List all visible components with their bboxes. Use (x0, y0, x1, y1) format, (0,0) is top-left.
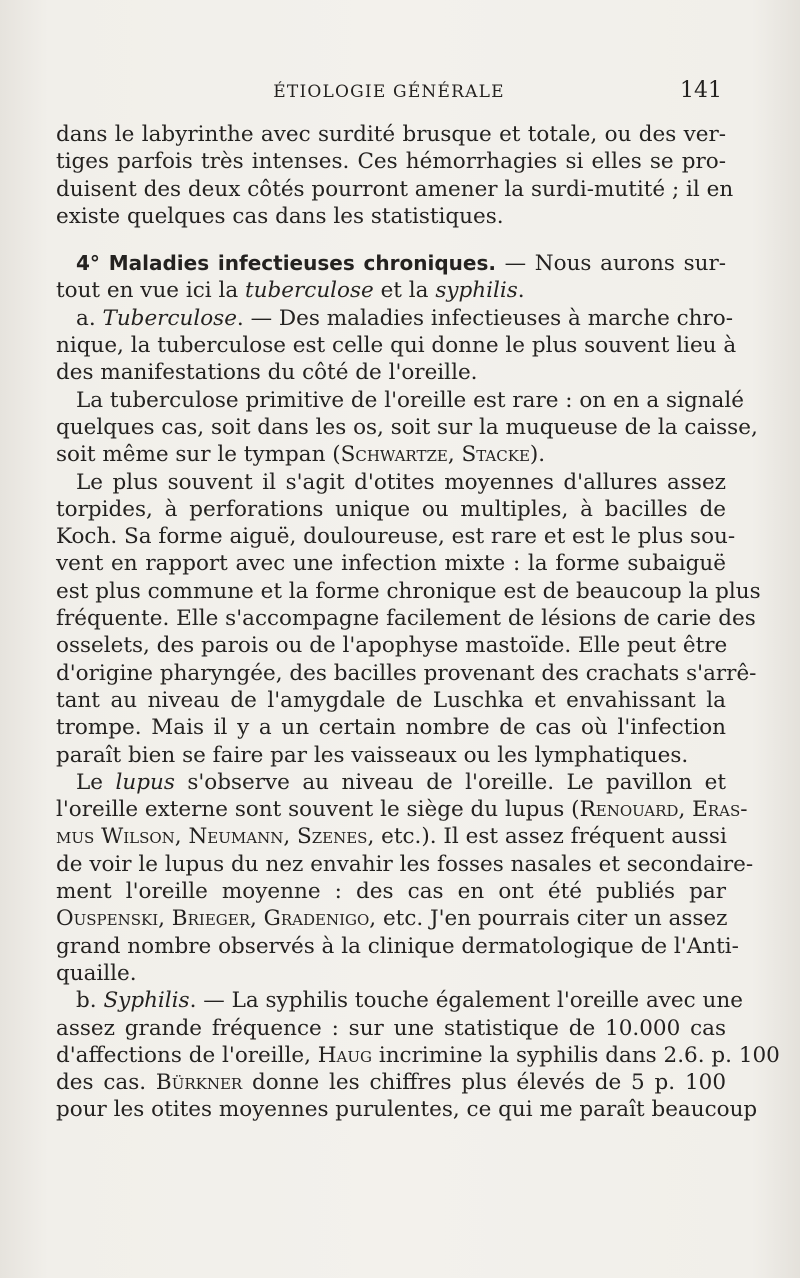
text-line (56, 359, 726, 386)
text-segment: existe quelques cas dans les statistiques. (56, 203, 504, 229)
text-segment: osselets, des parois ou de l'apophyse mastoïde. Elle peut être (56, 633, 728, 659)
text-line (56, 148, 726, 175)
subsection-heading-line (56, 305, 733, 332)
text-segment: . — Des maladies infectieuses à marche chro- (236, 305, 733, 331)
text-segment: La tuberculose primitive de l'oreille est rare : on en a signalé (76, 387, 744, 413)
text-line (56, 578, 761, 605)
text-line (56, 933, 739, 960)
text-segment: Renouard (579, 797, 679, 823)
text-line (56, 277, 726, 304)
text-segment: duisent des deux côtés pourront amener la surdi-mutité ; il en (56, 176, 734, 202)
text-segment: . (517, 278, 525, 304)
text-segment: ment l'oreille moyenne : des cas en ont été publiés par (56, 879, 726, 905)
text-segment: pour les otites moyennes purulentes, ce qui me paraît beaucoup (56, 1097, 758, 1123)
text-line (56, 469, 726, 496)
text-line (56, 960, 726, 987)
text-segment: des cas. (56, 1070, 156, 1096)
text-segment: Bürkner (155, 1070, 243, 1096)
text-segment: , etc.). Il est assez fréquent aussi (367, 824, 727, 850)
text-segment: tout en vue ici la (56, 278, 246, 304)
text-segment: Schwartze (340, 442, 448, 468)
text-segment: , (250, 906, 264, 932)
text-segment: , (158, 906, 172, 932)
text-line (56, 1015, 726, 1042)
text-segment: , (678, 797, 693, 823)
page-number: 141 (680, 78, 722, 103)
text-line (56, 796, 748, 823)
text-line (56, 714, 726, 741)
text-segment: b. (76, 988, 104, 1014)
text-segment: Ouspenski (56, 906, 159, 932)
text-line (56, 332, 737, 359)
text-segment: soit même sur le tympan ( (56, 442, 341, 468)
text-segment: Le plus souvent il s'agit d'otites moyennes d'allures assez (76, 469, 726, 495)
text-line (56, 769, 726, 796)
text-segment: des manifestations du côté de l'oreille. (56, 360, 478, 386)
body-text (56, 121, 780, 1124)
text-line (56, 550, 726, 577)
text-segment: vent en rapport avec une infection mixte : la forme subaiguë (56, 551, 726, 577)
paragraph-gap (56, 230, 726, 250)
text-line (56, 441, 726, 468)
text-segment: 4° Maladies infectieuses chroniques. (76, 251, 496, 276)
text-segment: nique, la tuberculose est celle qui donne le plus souvent lieu à (56, 333, 737, 359)
text-line (56, 851, 754, 878)
text-segment: assez grande fréquence : sur une statistique de 10.000 cas (56, 1015, 726, 1041)
text-segment: d'origine pharyngée, des bacilles provenant des crachats s'arrê- (56, 660, 757, 686)
text-segment: paraît bien se faire par les vaisseaux ou les lymphatiques. (56, 742, 689, 768)
text-segment: ). (529, 442, 546, 468)
text-segment: Brieger (171, 906, 250, 932)
text-segment: et la (373, 278, 436, 304)
text-segment: Haug (317, 1042, 372, 1068)
text-segment: Le (76, 769, 116, 795)
text-line (56, 687, 726, 714)
text-segment: donne les chiffres plus élevés de 5 p. 100 (242, 1070, 727, 1096)
subsection-heading-line (56, 987, 743, 1014)
text-line (56, 496, 726, 523)
text-line (56, 823, 726, 850)
text-segment: Syphilis (103, 988, 190, 1014)
text-segment: est plus commune et la forme chronique est de beaucoup la plus (56, 578, 761, 604)
text-segment: tant au niveau de l'amygdale de Luschka et envahissant la (56, 687, 726, 713)
text-segment: torpides, à perforations unique ou multiples, à bacilles de (56, 496, 726, 522)
text-segment: s'observe au niveau de l'oreille. Le pavillon et (174, 769, 726, 795)
text-segment: , (174, 824, 189, 850)
text-segment: a. (76, 305, 103, 331)
text-segment: d'affections de l'oreille, (56, 1042, 318, 1068)
text-line (56, 1096, 758, 1123)
text-segment: , etc. J'en pourrais citer un assez (369, 906, 728, 932)
text-segment: tiges parfois très intenses. Ces hémorrhagies si elles se pro- (56, 149, 726, 175)
page-header (56, 78, 722, 108)
text-segment: l'oreille externe sont souvent le siège du lupus ( (56, 797, 580, 823)
text-segment: trompe. Mais il y a un certain nombre de cas où l'infection (56, 715, 726, 741)
text-line (56, 742, 726, 769)
text-segment: , (447, 442, 462, 468)
text-segment: quelques cas, soit dans les os, soit sur la muqueuse de la caisse, (56, 414, 758, 440)
running-title: ÉTIOLOGIE GÉNÉRALE (273, 82, 505, 102)
text-segment: Gradenigo (263, 906, 370, 932)
text-segment: Tuberculose (102, 305, 237, 331)
text-segment: Stacke (461, 442, 530, 468)
text-line (56, 176, 734, 203)
text-line (56, 632, 726, 659)
text-line (56, 1069, 726, 1096)
text-segment: Szenes (297, 824, 368, 850)
text-segment: . — La syphilis touche également l'oreille avec une (189, 988, 743, 1014)
text-segment: dans le labyrinthe avec surdité brusque et totale, ou des ver- (56, 122, 726, 147)
text-segment: quaille. (56, 960, 137, 986)
text-segment: , (283, 824, 297, 850)
text-segment: — Nous aurons sur- (495, 251, 726, 277)
text-segment: grand nombre observés à la clinique dermatologique de l'Anti- (56, 933, 739, 959)
text-line (56, 605, 756, 632)
text-segment: tuberculose (245, 278, 374, 304)
text-line (56, 387, 744, 414)
text-segment: mus Wilson (56, 824, 175, 850)
text-segment: de voir le lupus du nez envahir les fosses nasales et secondaire- (56, 851, 754, 877)
text-line (56, 905, 726, 932)
text-line (56, 414, 758, 441)
text-segment: fréquente. Elle s'accompagne facilement de lésions de carie des (56, 606, 756, 632)
text-segment: syphilis (435, 278, 518, 304)
text-segment: incrimine la syphilis dans 2.6. p. 100 (372, 1042, 780, 1068)
text-line (56, 1042, 780, 1069)
text-line (56, 523, 736, 550)
text-line (56, 121, 726, 148)
text-segment: Eras- (692, 797, 748, 823)
text-line (56, 203, 726, 230)
section-heading-line (56, 250, 726, 277)
text-segment: Koch. Sa forme aiguë, douloureuse, est rare et est le plus sou- (56, 524, 736, 550)
text-line (56, 878, 726, 905)
text-segment: lupus (115, 769, 175, 795)
text-segment: Neumann (188, 824, 284, 850)
text-line (56, 660, 757, 687)
